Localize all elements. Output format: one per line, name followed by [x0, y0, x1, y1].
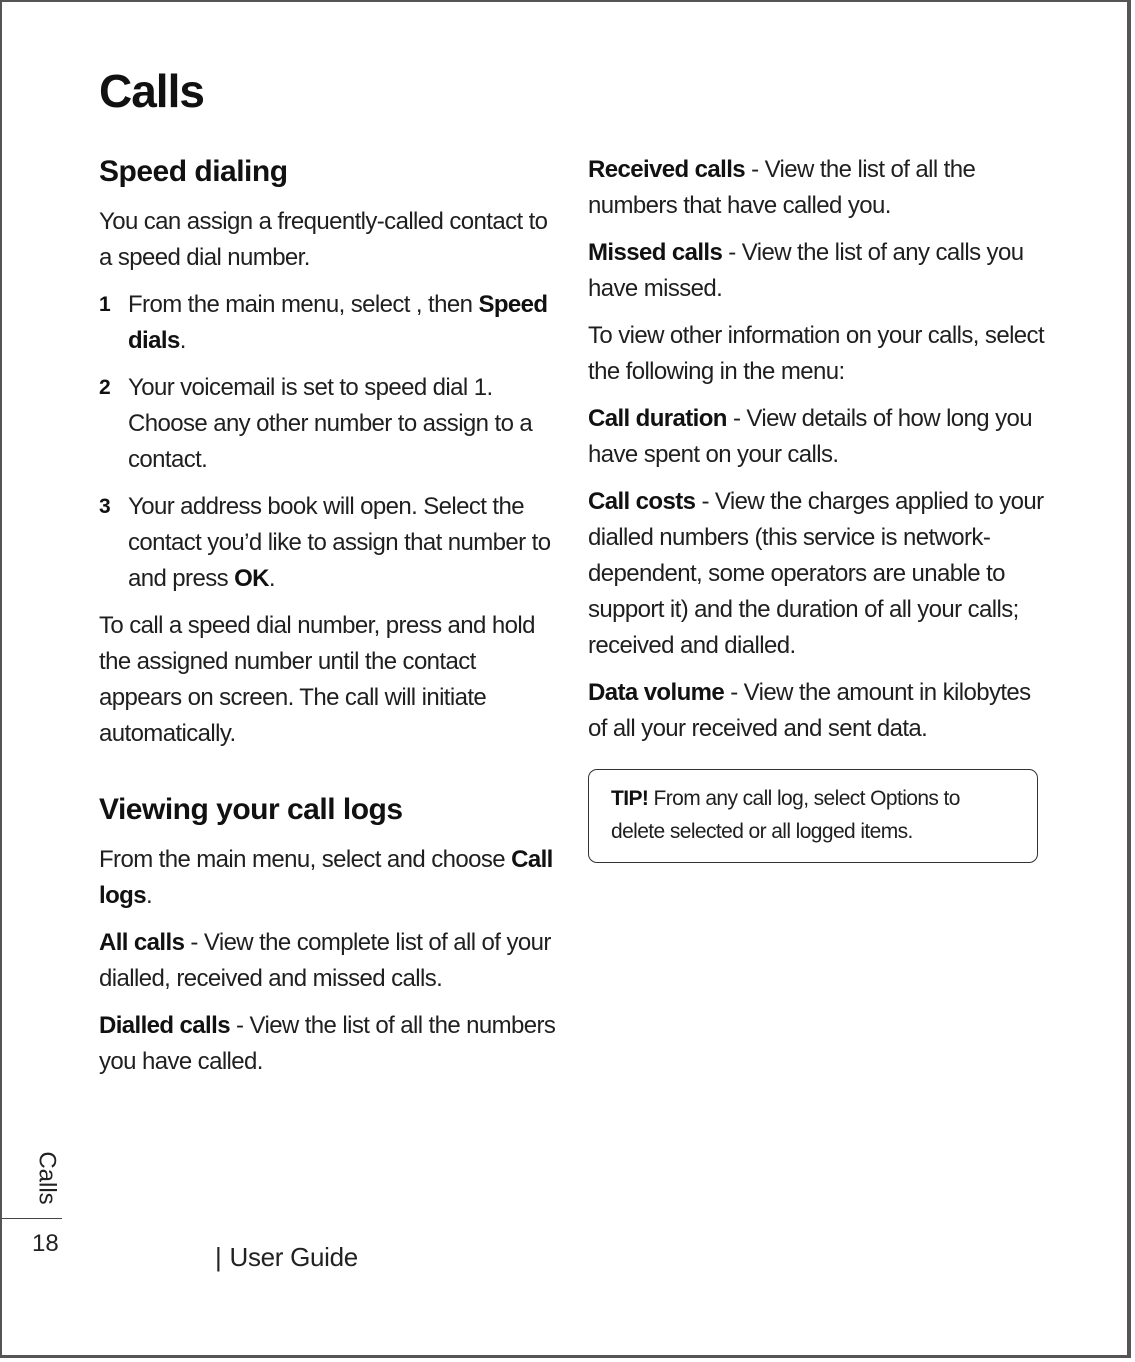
speed-dialing-outro: To call a speed dial number, press and hold the assigned number until the contact appears on screen. The call will initiate automatically.: [99, 612, 535, 747]
step-3: [99, 489, 561, 597]
step-number: 3: [99, 495, 111, 518]
page-number: 18: [32, 1230, 59, 1257]
tip-label: TIP!: [611, 787, 649, 810]
step-text: Your voicemail is set to speed dial 1. Choose any other number to assign to a contact.: [128, 374, 533, 473]
tip-text: From any call log, select Options to delete selected or all logged items.: [611, 787, 960, 843]
footer-separator: |: [215, 1242, 222, 1272]
footer: [215, 1242, 358, 1273]
right-column: [588, 152, 1048, 863]
footer-label: User Guide: [229, 1242, 358, 1272]
call-duration-entry: Call duration - View details of how long you have spent on your calls.: [588, 405, 1033, 468]
left-column: [99, 152, 561, 1091]
call-costs-entry: Call costs - View the charges applied to your dialled numbers (this service is network-dependent, some operators are unable to support it) and the duration of all your calls; received and dialled.: [588, 488, 1044, 659]
call-logs-intro: From the main menu, select and choose Call logs.: [99, 846, 553, 909]
missed-calls-entry: Missed calls - View the list of any calls you have missed.: [588, 239, 1024, 302]
call-logs-heading: Viewing your call logs: [99, 793, 403, 826]
received-calls-entry: Received calls - View the list of all the numbers that have called you.: [588, 156, 976, 219]
step-text: Your address book will open. Select the contact you’d like to assign that number to and press OK.: [128, 493, 551, 592]
page-title: Calls: [99, 65, 204, 117]
step-number: 2: [99, 376, 111, 399]
dialled-calls-entry: Dialled calls - View the list of all the numbers you have called.: [99, 1012, 556, 1075]
side-divider: [2, 1218, 62, 1219]
tip-box: [588, 769, 1038, 863]
step-number: 1: [99, 293, 111, 316]
step-2: [99, 370, 561, 478]
all-calls-entry: All calls - View the complete list of all of your dialled, received and missed calls.: [99, 929, 551, 992]
step-1: [99, 287, 561, 359]
other-info-text: To view other information on your calls, select the following in the menu:: [588, 322, 1045, 385]
data-volume-entry: Data volume - View the amount in kilobytes of all your received and sent data.: [588, 679, 1031, 742]
speed-dialing-intro: You can assign a frequently-called contact to a speed dial number.: [99, 208, 548, 271]
speed-dialing-heading: Speed dialing: [99, 155, 288, 188]
side-section-label: Calls: [34, 1151, 61, 1205]
step-text: From the main menu, select , then Speed dials.: [128, 291, 548, 354]
